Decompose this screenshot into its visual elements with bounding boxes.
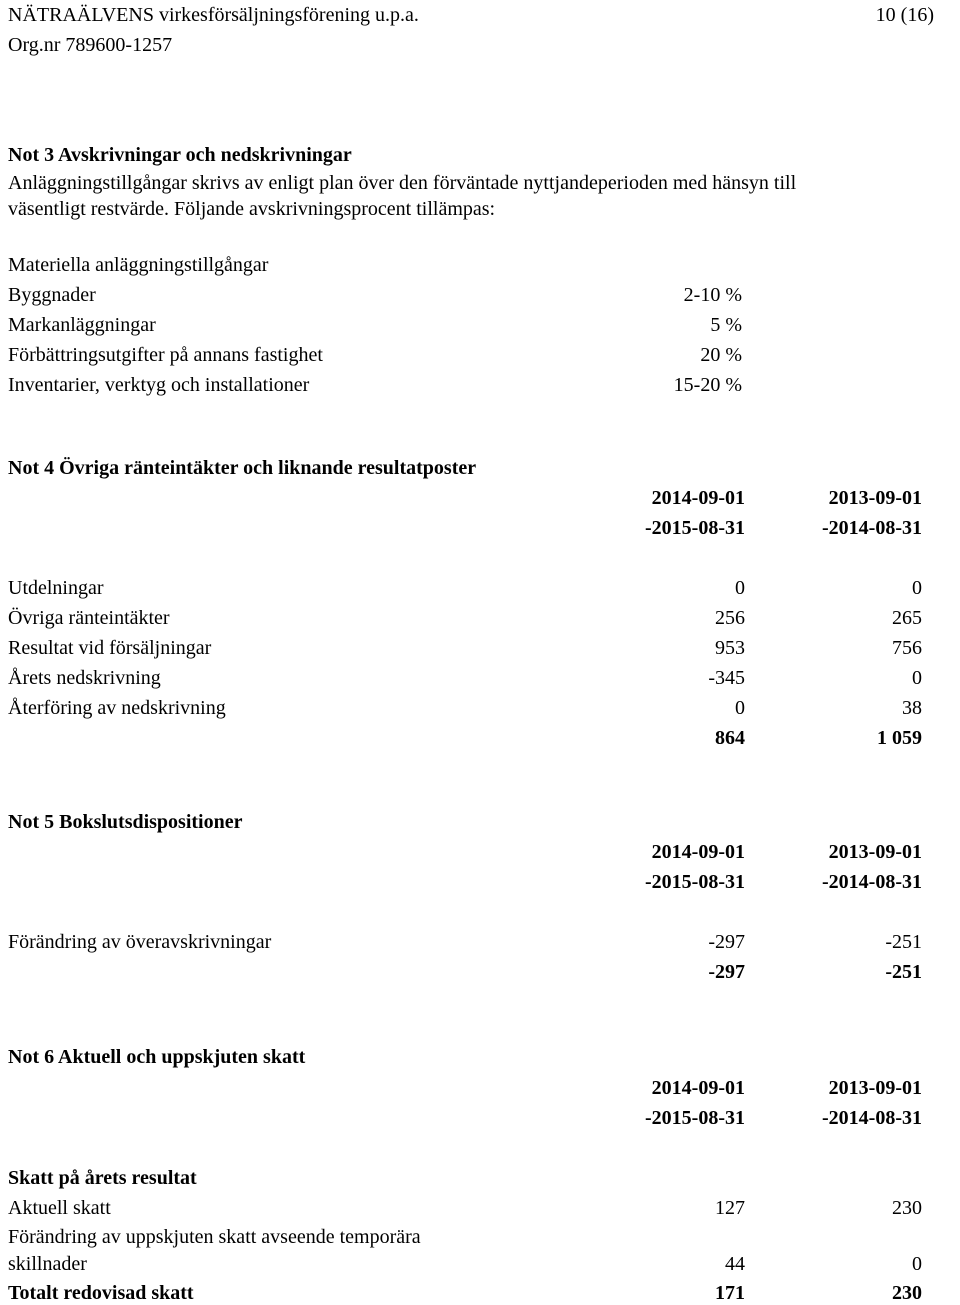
note6-col1-period-end: -2015-08-31	[645, 1107, 745, 1129]
note3-row-label: Förbättringsutgifter på annans fastighet	[8, 344, 323, 366]
note6-total-prior: 230	[892, 1282, 922, 1304]
note4-row-label: Resultat vid försäljningar	[8, 637, 212, 659]
note4-total-current: 864	[715, 727, 745, 749]
note3-row-value: 20 %	[700, 344, 742, 366]
note6-row-label-line1: Förändring av uppskjuten skatt avseende temporära	[8, 1226, 421, 1248]
note5-col1-period-end: -2015-08-31	[645, 871, 745, 893]
note6-col1-period-start: 2014-09-01	[651, 1077, 745, 1099]
note3-subheading: Materiella anläggningstillgångar	[8, 254, 269, 276]
note5-row-label: Förändring av överavskrivningar	[8, 931, 272, 953]
note6-total-label: Totalt redovisad skatt	[8, 1282, 194, 1304]
note6-col2-period-end: -2014-08-31	[822, 1107, 922, 1129]
note4-col1-period-end: -2015-08-31	[645, 517, 745, 539]
note3-row-value: 5 %	[710, 314, 742, 336]
note6-title: Not 6 Aktuell och uppskjuten skatt	[8, 1046, 306, 1068]
note5-title: Not 5 Bokslutsdispositioner	[8, 811, 243, 833]
note4-row-label: Övriga ränteintäkter	[8, 607, 170, 629]
note6-row-label: Aktuell skatt	[8, 1197, 111, 1219]
note3-row-value: 2-10 %	[683, 284, 742, 306]
note6-col2-period-start: 2013-09-01	[828, 1077, 922, 1099]
note3-row-label: Byggnader	[8, 284, 96, 306]
note5-total-prior: -251	[885, 961, 922, 983]
note3-paragraph-line2: väsentligt restvärde. Följande avskrivningsprocent tillämpas:	[8, 198, 496, 220]
note6-row-value-current: 44	[725, 1253, 745, 1275]
note5-col1-period-start: 2014-09-01	[651, 841, 745, 863]
note3-title: Not 3 Avskrivningar och nedskrivningar	[8, 144, 352, 166]
note3-row-label: Inventarier, verktyg och installationer	[8, 374, 310, 396]
org-number: Org.nr 789600-1257	[8, 34, 173, 56]
note3-row-value: 15-20 %	[673, 374, 742, 396]
note4-col2-period-start: 2013-09-01	[828, 487, 922, 509]
note4-row-value-current: 0	[735, 697, 745, 719]
note4-col2-period-end: -2014-08-31	[822, 517, 922, 539]
note4-total-prior: 1 059	[877, 727, 922, 749]
note4-row-value-prior: 0	[912, 667, 922, 689]
page-indicator: 10 (16)	[875, 4, 934, 26]
note4-row-value-prior: 265	[892, 607, 922, 629]
note4-row-value-prior: 756	[892, 637, 922, 659]
note4-row-label: Årets nedskrivning	[8, 667, 161, 689]
note4-row-value-current: -345	[708, 667, 745, 689]
note6-row-value-current: 127	[715, 1197, 745, 1219]
note4-row-value-prior: 0	[912, 577, 922, 599]
org-name: NÄTRAÄLVENS virkesförsäljningsförening u.p.a.	[8, 4, 419, 26]
note6-row-value-prior: 0	[912, 1253, 922, 1275]
note5-row-value-prior: -251	[885, 931, 922, 953]
note4-row-label: Återföring av nedskrivning	[8, 697, 226, 719]
note3-row-label: Markanläggningar	[8, 314, 156, 336]
note6-subheading: Skatt på årets resultat	[8, 1167, 197, 1189]
note4-row-value-current: 256	[715, 607, 745, 629]
note5-total-current: -297	[708, 961, 745, 983]
note6-row-label-line2: skillnader	[8, 1253, 87, 1275]
note6-total-current: 171	[715, 1282, 745, 1304]
note4-col1-period-start: 2014-09-01	[651, 487, 745, 509]
note4-row-value-prior: 38	[902, 697, 922, 719]
note4-row-value-current: 0	[735, 577, 745, 599]
note5-row-value-current: -297	[708, 931, 745, 953]
note6-row-value-prior: 230	[892, 1197, 922, 1219]
note4-title: Not 4 Övriga ränteintäkter och liknande resultatposter	[8, 457, 477, 479]
note4-row-label: Utdelningar	[8, 577, 104, 599]
note5-col2-period-start: 2013-09-01	[828, 841, 922, 863]
note4-row-value-current: 953	[715, 637, 745, 659]
note5-col2-period-end: -2014-08-31	[822, 871, 922, 893]
note3-paragraph-line1: Anläggningstillgångar skrivs av enligt plan över den förväntade nyttjandeperioden med hänsyn till	[8, 172, 797, 194]
